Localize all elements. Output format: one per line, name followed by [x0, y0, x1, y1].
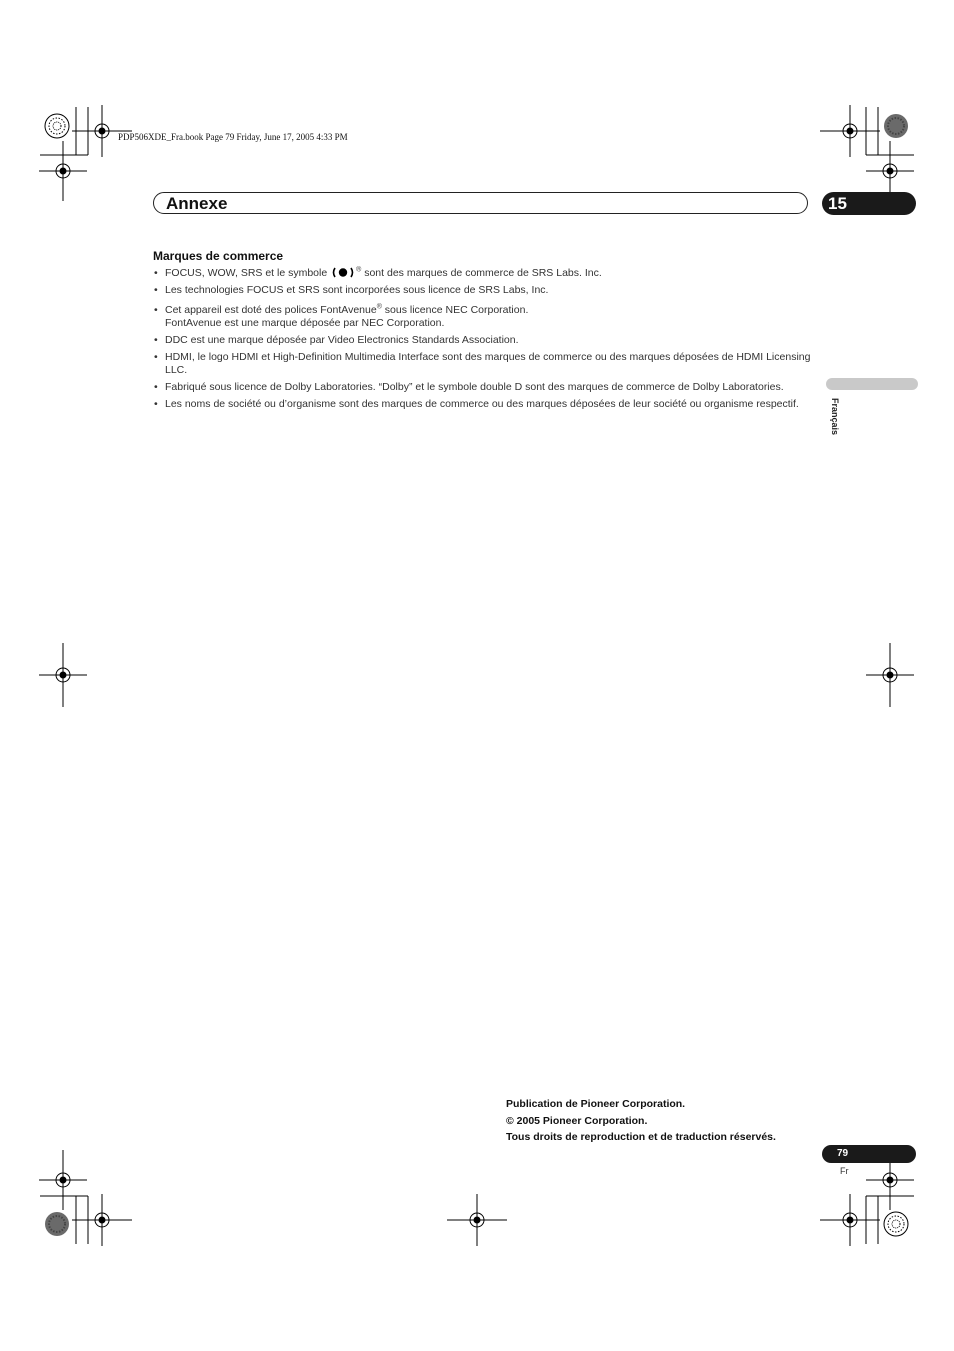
publisher-footer: [506, 1096, 776, 1146]
list-item: • HDMI, le logo HDMI et High-Definition Multimedia Interface sont des marques de commerce ou des marques déposées de HDMI Licensing LLC.: [153, 351, 813, 377]
trademark-list: [153, 267, 813, 415]
language-tab: [826, 378, 918, 390]
language-label: Français: [830, 398, 840, 436]
list-item: • FOCUS, WOW, SRS et le symbole ® sont des marques de commerce de SRS Labs. Inc.: [153, 267, 813, 280]
page-number-badge: 79: [822, 1145, 916, 1163]
footer-line-rights: Tous droits de reproduction et de traduction réservés.: [506, 1131, 776, 1143]
section-heading: Marques de commerce: [153, 249, 284, 263]
srs-logo-icon: [332, 267, 354, 278]
chapter-number-badge: 15: [822, 192, 916, 215]
list-item: • Cet appareil est doté des polices FontAvenue® sous licence NEC Corporation. FontAvenue est une marque déposée par NEC Corporation.: [153, 304, 813, 330]
chapter-header: [153, 192, 808, 214]
chapter-title: Annexe: [166, 194, 228, 213]
list-item: • DDC est une marque déposée par Video Electronics Standards Association.: [153, 334, 813, 347]
footer-line-copyright: © 2005 Pioneer Corporation.: [506, 1114, 648, 1127]
book-info: PDP506XDE_Fra.book Page 79 Friday, June 17, 2005 4:33 PM: [118, 132, 348, 142]
list-item: • Fabriqué sous licence de Dolby Laboratories. “Dolby” et le symbole double D sont des marques de commerce de Dolby Laboratories.: [153, 381, 813, 394]
list-item: • Les technologies FOCUS et SRS sont incorporées sous licence de SRS Labs, Inc.: [153, 284, 813, 297]
footer-line-publisher: Publication de Pioneer Corporation.: [506, 1098, 686, 1110]
list-item: • Les noms de société ou d’organisme sont des marques de commerce ou des marques déposées de leur société ou organisme respectif.: [153, 398, 813, 411]
page-language: Fr: [840, 1166, 849, 1176]
